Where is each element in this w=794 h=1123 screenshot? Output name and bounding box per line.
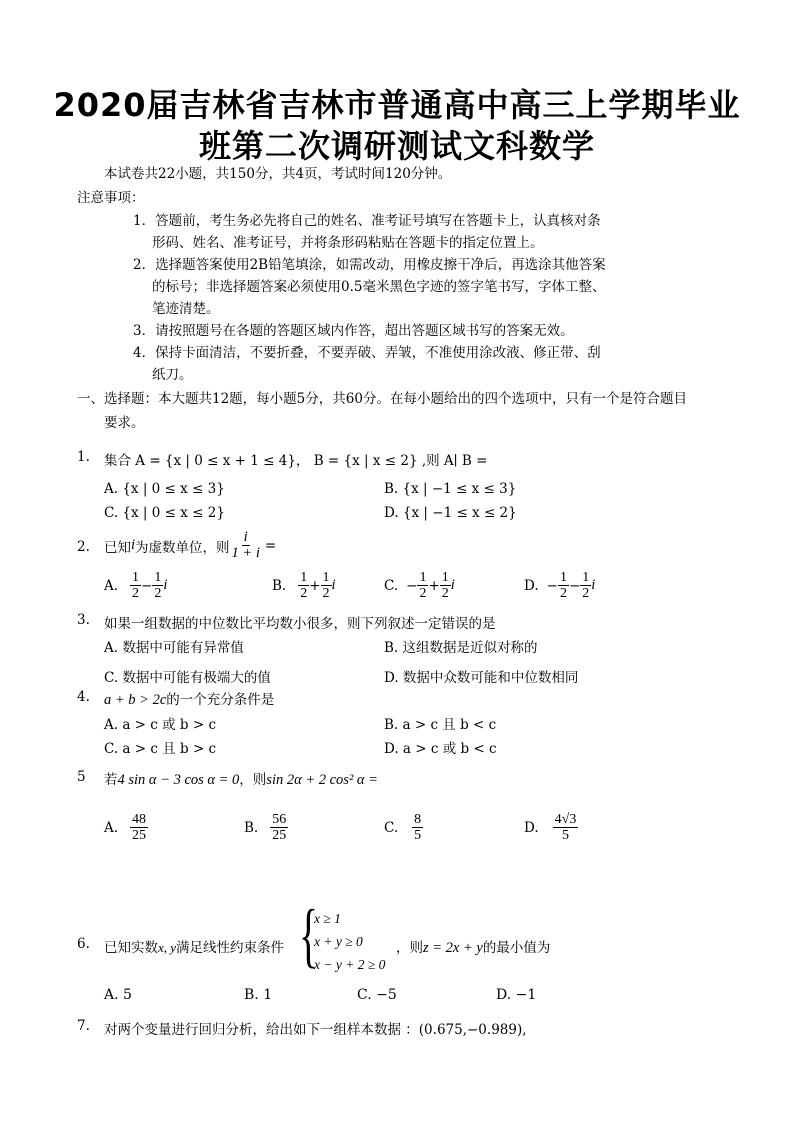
notes-heading: 注意事项： xyxy=(77,190,145,206)
num: 1 xyxy=(419,570,427,585)
q2-stem-i: i xyxy=(131,537,136,553)
minus-sign: − xyxy=(546,577,558,594)
den: 2 xyxy=(582,586,590,601)
q6-option-a: A. 5 xyxy=(104,987,132,1003)
q2-d-frac1 xyxy=(558,570,569,601)
imag-unit: i xyxy=(591,577,596,593)
minus-sign: − xyxy=(406,577,418,594)
imag-unit: i xyxy=(163,577,168,593)
title-line-2: 班第二次调研测试文科数学 xyxy=(198,127,595,165)
q6-brace: { xyxy=(299,895,319,975)
q3-option-b: B. 这组数据是近似对称的 xyxy=(384,640,538,656)
q2-a-frac2 xyxy=(152,570,163,601)
q5-c-label: C. xyxy=(384,819,399,836)
section-heading-cont: 要求。 xyxy=(104,415,145,431)
q1-option-d: D. {x | −1 ≤ x ≤ 2} xyxy=(384,505,517,521)
q4-option-d: D. a > c 或 b < c xyxy=(384,741,497,757)
q5-stem-pre: 若 xyxy=(104,772,118,788)
den: 25 xyxy=(132,828,147,843)
q5-stem-math1: 4 sin α − 3 cos α = 0 xyxy=(117,772,240,788)
q4-stem-math: a + b > 2c xyxy=(104,692,167,708)
num: 48 xyxy=(132,812,147,827)
num: 56 xyxy=(272,812,287,827)
q5-stem xyxy=(104,768,378,789)
q6-stem-post xyxy=(396,936,550,957)
q7-number: 7. xyxy=(77,1018,90,1034)
q2-b-label: B. xyxy=(272,577,287,594)
q6-mid-text: 满足线性约束条件 xyxy=(176,940,285,956)
q2-b-frac1 xyxy=(298,570,309,601)
den: 2 xyxy=(322,586,330,601)
minus-sign: − xyxy=(568,577,581,594)
num: 1 xyxy=(559,570,567,585)
q5-b-frac xyxy=(270,812,288,843)
num: 1 xyxy=(132,570,140,585)
q5-option-b xyxy=(244,812,288,843)
q5-a-frac xyxy=(130,812,148,843)
q4-stem xyxy=(104,688,274,709)
q6-constraint-2: x + y ≥ 0 xyxy=(314,934,363,949)
den: 5 xyxy=(561,828,569,843)
den: 2 xyxy=(441,586,449,601)
q6-vars: x, y xyxy=(158,940,177,955)
q3-option-a: A. 数据中可能有异常值 xyxy=(104,640,244,656)
q5-stem-mid: ，则 xyxy=(239,772,267,788)
q6-option-b: B. 1 xyxy=(244,987,273,1003)
q2-option-c xyxy=(384,570,455,601)
q1-option-a: A. {x | 0 ≤ x ≤ 3} xyxy=(104,481,225,497)
q2-frac-den: 1 + i xyxy=(231,545,260,561)
q3-stem: 如果一组数据的中位数比平均数小很多，则下列叙述一定错误的是 xyxy=(104,616,496,632)
q6-pre-text: 已知实数 xyxy=(104,940,158,956)
q7-stem: 对两个变量进行回归分析，给出如下一组样本数据 ：(0.675,−0.989), xyxy=(104,1022,527,1038)
q2-stem xyxy=(104,530,276,561)
q4-number: 4. xyxy=(77,689,90,705)
num: 1 xyxy=(582,570,590,585)
plus-sign: + xyxy=(428,577,440,594)
q2-number: 2. xyxy=(77,539,90,555)
q5-option-a xyxy=(104,812,148,843)
plus-sign: + xyxy=(309,577,321,594)
q2-stem-mid: 为虚数单位，则 xyxy=(135,539,230,556)
q6-stem-pre xyxy=(104,936,284,956)
q6-constraint-3: x − y + 2 ≥ 0 xyxy=(314,957,386,972)
num: 1 xyxy=(300,570,308,585)
q4-stem-text: 的一个充分条件是 xyxy=(166,692,275,708)
q6-number: 6. xyxy=(77,936,90,952)
q5-d-label: D. xyxy=(524,819,539,836)
q3-option-d: D. 数据中众数可能和中位数相同 xyxy=(384,670,579,686)
minus-sign: − xyxy=(141,577,153,594)
den: 5 xyxy=(414,828,422,843)
q6-option-d: D. −1 xyxy=(496,987,537,1003)
q2-frac-num: i xyxy=(243,529,248,545)
q2-a-label: A. xyxy=(104,577,119,594)
note-line: 4．保持卡面清洁，不要折叠，不要弄破、弄皱，不准使用涂改液、修正带、刮 xyxy=(133,345,601,361)
imag-unit: i xyxy=(331,577,336,593)
num: 8 xyxy=(414,812,422,827)
q2-c-label: C. xyxy=(384,577,399,594)
q6-constraint-1: x ≥ 1 xyxy=(314,911,341,926)
q5-a-label: A. xyxy=(104,819,119,836)
q2-b-frac2 xyxy=(321,570,332,601)
q5-option-d xyxy=(524,812,578,843)
num: 1 xyxy=(154,570,162,585)
q5-b-label: B. xyxy=(244,819,259,836)
q6-objective: z = 2x + y xyxy=(423,940,483,956)
q4-option-b: B. a > c 且 b < c xyxy=(384,717,497,733)
den: 2 xyxy=(559,586,567,601)
section-heading: 一、选择题：本大题共12题，每小题5分，共60分。在每小题给出的四个选项中，只有一个是符合题目 xyxy=(77,391,687,407)
q5-c-frac xyxy=(412,812,423,843)
q6-end-text: 的最小值为 xyxy=(482,940,551,956)
q5-stem-math2: sin 2α + 2 cos² α = xyxy=(266,772,378,788)
note-line: 2．选择题答案使用2B铅笔填涂，如需改动，用橡皮擦干净后，再选涂其他答案 xyxy=(133,257,606,273)
note-line: 纸刀。 xyxy=(152,367,193,383)
note-line: 3．请按照题号在各题的答题区域内作答，超出答题区域书写的答案无效。 xyxy=(133,323,574,339)
imag-unit: i xyxy=(450,577,455,593)
den: 2 xyxy=(419,586,427,601)
q2-d-label: D. xyxy=(524,577,539,594)
intro-text: 本试卷共22小题，共150分，共4页，考试时间120分钟。 xyxy=(104,166,452,182)
num: 4√3 xyxy=(554,812,577,827)
den: 2 xyxy=(300,586,308,601)
q1-number: 1. xyxy=(77,449,90,465)
num: 1 xyxy=(322,570,330,585)
q3-option-c: C. 数据中可能有极端大的值 xyxy=(104,670,271,686)
q2-option-a xyxy=(104,570,167,601)
note-line: 笔迹清楚。 xyxy=(152,301,220,317)
q6-option-c: C. −5 xyxy=(357,987,397,1003)
q2-fraction xyxy=(230,530,262,561)
q5-d-frac xyxy=(553,812,579,843)
den: 2 xyxy=(132,586,140,601)
q2-a-frac1 xyxy=(130,570,141,601)
q2-c-frac2 xyxy=(440,570,451,601)
q2-c-frac1 xyxy=(417,570,428,601)
note-line: 形码、姓名、准考证号，并将条形码粘贴在答题卡的指定位置上。 xyxy=(152,235,544,251)
note-line: 1．答题前，考生务必先将自己的姓名、准考证号填写在答题卡上，认真核对条 xyxy=(133,213,601,229)
q1-option-c: C. {x | 0 ≤ x ≤ 2} xyxy=(104,505,225,521)
den: 2 xyxy=(154,586,162,601)
q2-stem-end: = xyxy=(264,537,277,554)
title-line-1: 2020届吉林省吉林市普通高中高三上学期毕业 xyxy=(53,86,741,124)
q1-stem: 集合 A = {x | 0 ≤ x + 1 ≤ 4}， B = {x | x ≤ 2} ,则 A∣ B = xyxy=(104,453,488,469)
den: 25 xyxy=(272,828,287,843)
q4-option-c: C. a > c 且 b > c xyxy=(104,741,217,757)
q1-option-b: B. {x | −1 ≤ x ≤ 3} xyxy=(384,481,517,497)
q5-number: 5 xyxy=(77,769,86,785)
note-line: 的标号；非选择题答案必须使用0.5毫米黑色字迹的签字笔书写，字体工整、 xyxy=(152,279,606,295)
q2-option-b xyxy=(272,570,336,601)
q5-option-c xyxy=(384,812,423,843)
q2-option-d xyxy=(524,570,595,601)
q3-number: 3. xyxy=(77,612,90,628)
q4-option-a: A. a > c 或 b > c xyxy=(104,717,217,733)
q2-stem-pre: 已知 xyxy=(104,539,131,556)
q2-d-frac2 xyxy=(580,570,591,601)
num: 1 xyxy=(441,570,449,585)
q6-post-text: ，则 xyxy=(396,940,423,956)
